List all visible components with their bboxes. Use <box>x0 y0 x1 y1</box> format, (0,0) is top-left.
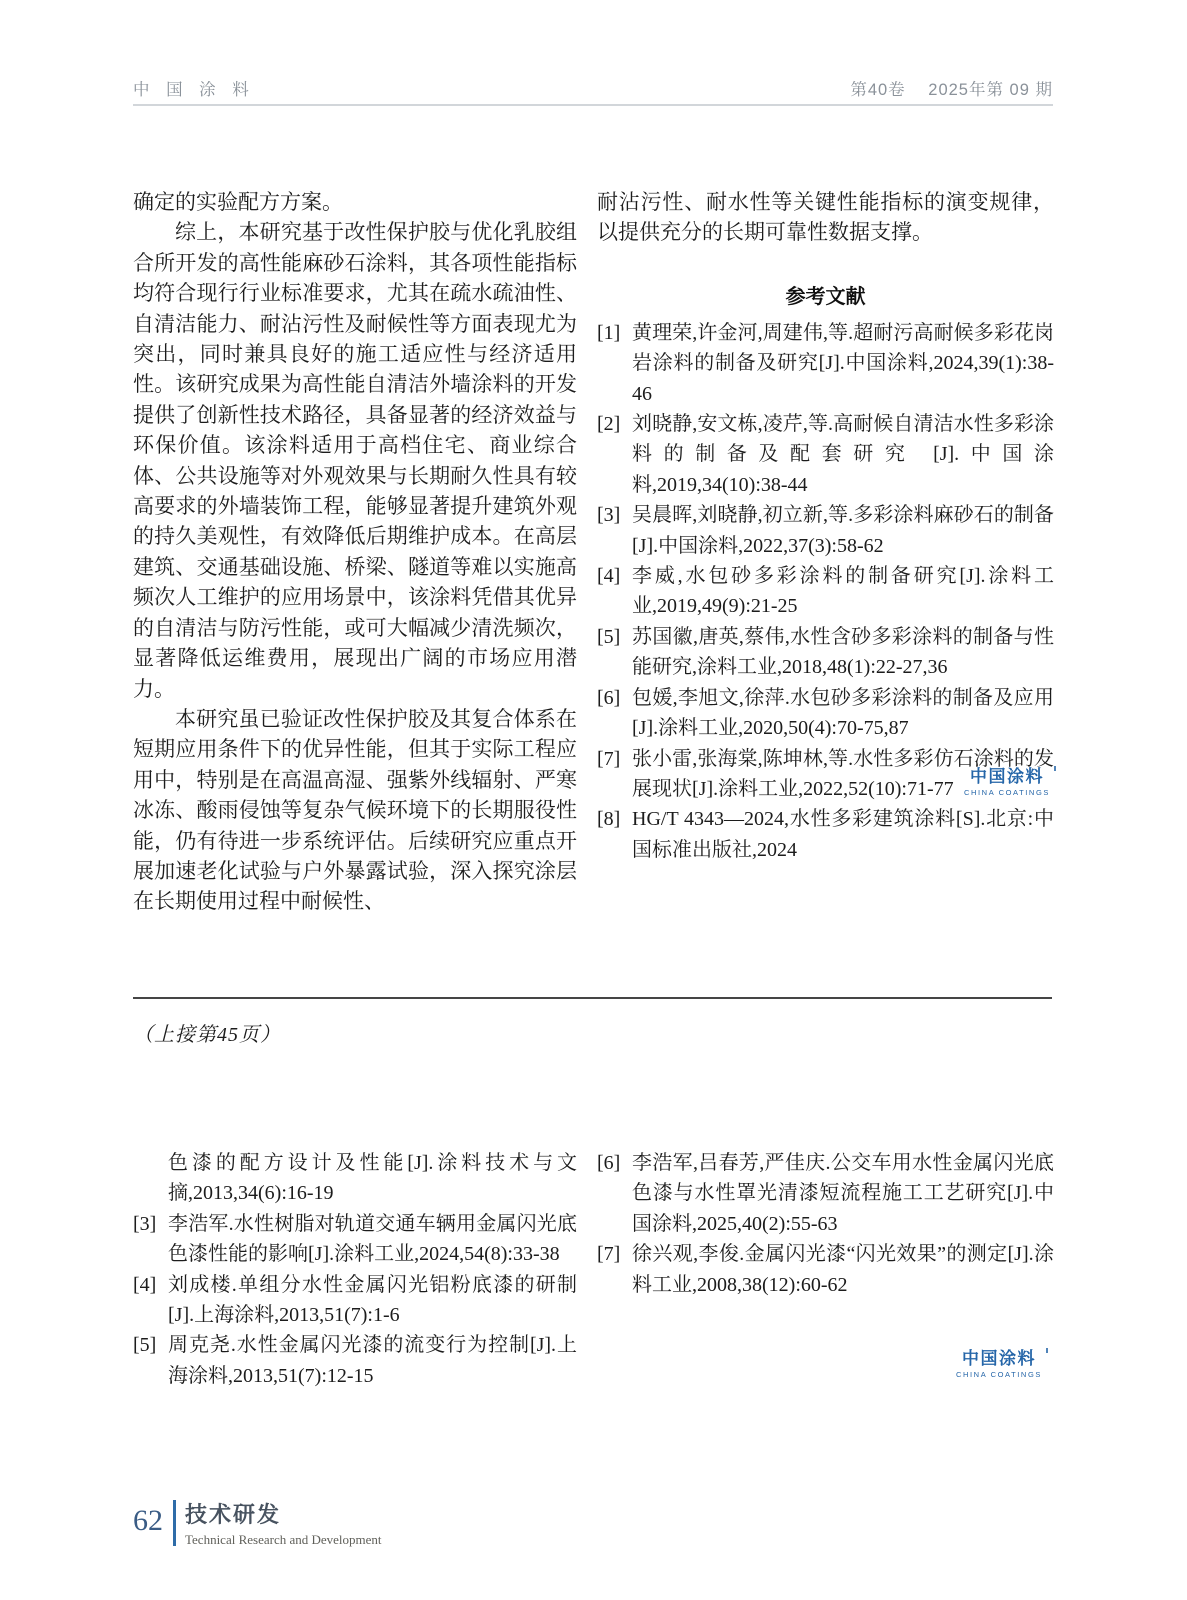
reference-number: [4] <box>133 1273 157 1296</box>
reference-number: [1] <box>597 321 621 344</box>
logo-en-text: CHINA COATINGS <box>955 1369 1042 1379</box>
logo-cn-text: 中国涂料 <box>961 1349 1036 1368</box>
reference-text: 包媛,李旭文,徐萍.水包砂多彩涂料的制备及应用[J].涂料工业,2020,50(4):70-75,87 <box>632 686 1054 740</box>
reference-text: 李浩军.水性树脂对轨道交通车辆用金属闪光底色漆性能的影响[J].涂料工业,2024,54(8):33-38 <box>168 1212 577 1266</box>
reference-number: [5] <box>597 625 621 648</box>
reference-number: [7] <box>597 1243 621 1266</box>
reference-item <box>133 1209 577 1270</box>
reference-text: 吴晨晖,刘晓静,初立新,等.多彩涂料麻砂石的制备[J].中国涂料,2022,37(3):58-62 <box>632 504 1054 557</box>
continued-left-column <box>133 1148 577 1391</box>
reference-number: [7] <box>597 747 621 770</box>
body-paragraph: 确定的实验配方方案。 <box>133 190 343 214</box>
reference-text: 张小雷,张海棠,陈坤林,等.水性多彩仿石涂料的发展现状[J].涂料工业,2022,52(10):71-77 <box>632 747 1054 800</box>
logo-cn-text: 中国涂料 <box>969 767 1044 786</box>
reference-text: 周克尧.水性金属闪光漆的流变行为控制[J].上海涂料,2013,51(7):12-15 <box>168 1334 577 1387</box>
reference-item <box>597 318 1054 409</box>
reference-item <box>597 500 1054 561</box>
volume-label: 第40卷 <box>850 81 906 99</box>
reference-item <box>597 804 1054 865</box>
reference-number: [4] <box>597 565 621 588</box>
reference-item <box>597 561 1054 622</box>
issue-label: 2025年第 09 期 <box>928 81 1053 99</box>
reference-text: 黄理荣,许金河,周建伟,等.超耐污高耐候多彩花岗岩涂料的制备及研究[J].中国涂料,2024,39(1):38-46 <box>632 321 1054 405</box>
reference-number: [3] <box>133 1212 157 1235</box>
reference-number: [8] <box>597 808 621 831</box>
references-list <box>133 1148 577 1391</box>
reference-text: HG/T 4343—2024,水性多彩建筑涂料[S].北京:中国标准出版社,2024 <box>632 808 1054 861</box>
page-number: 62 <box>133 1504 163 1537</box>
issue-info <box>832 76 1053 100</box>
article-left-column <box>133 187 577 917</box>
trademark-mark <box>1054 766 1056 771</box>
reference-item <box>133 1330 577 1391</box>
reference-item <box>597 409 1054 500</box>
footer-accent-bar <box>173 1500 176 1546</box>
footer-section-titles <box>185 1498 382 1548</box>
reference-item <box>133 1270 577 1331</box>
references-list <box>597 1148 1054 1300</box>
reference-text: 李浩军,吕春芳,严佳庆.公交车用水性金属闪光底色漆与水性罩光清漆短流程施工工艺研究[J].中国涂料,2025,40(2):55-63 <box>632 1152 1054 1235</box>
reference-number: [5] <box>133 1334 157 1357</box>
china-coatings-logo <box>956 1350 1042 1379</box>
page-header <box>133 76 1053 106</box>
page-footer <box>133 1498 382 1548</box>
reference-item <box>597 683 1054 744</box>
reference-text: 徐兴观,李俊.金属闪光漆“闪光效果”的测定[J].涂料工业,2008,38(12):60-62 <box>632 1243 1054 1296</box>
reference-number: [6] <box>597 1152 621 1174</box>
body-paragraph: 本研究虽已验证改性保护胶及其复合体系在短期应用条件下的优异性能，但其于实际工程应用中，特别是在高温高湿、强紫外线辐射、严寒冰冻、酸雨侵蚀等复杂气候环境下的长期服役性能，仍有待进一步系统评估。后续研究应重点开展加速老化试验与户外暴露试验，深入探究涂层在长期使用过程中耐候性、 <box>133 706 577 914</box>
continued-right-column <box>597 1148 1054 1300</box>
reference-text: 苏国徽,唐英,蔡伟,水性含砂多彩涂料的制备与性能研究,涂料工业,2018,48(1):22-27,36 <box>632 625 1054 679</box>
body-paragraph: 耐沾污性、耐水性等关键性能指标的演变规律，以提供充分的长期可靠性数据支撑。 <box>597 190 1054 245</box>
body-paragraph: 综上，本研究基于改性保护胶与优化乳胶组合所开发的高性能麻砂石涂料，其各项性能指标均符合现行行业标准要求，尤其在疏水疏油性、自清洁能力、耐沾污性及耐候性等方面表现尤为突出，同时兼具良好的施工适应性与经济适用性。该研究成果为高性能自清洁外墙涂料的开发提供了创新性技术路径，具备显著的经济效益与环保价值。该涂料适用于高档住宅、商业综合体、公共设施等对外观效果与长期耐久性具有较高要求的外墙装饰工程，能够显著提升建筑外观的持久美观性，有效降低后期维护成本。在高层建筑、交通基础设施、桥梁、隧道等难以实施高频次人工维护的应用场景中，该涂料凭借其优异的自清洁与防污性能，或可大幅减少清洗频次，显著降低运维费用，展现出广阔的市场应用潜力。 <box>133 220 577 701</box>
section-title-en: Technical Research and Development <box>185 1532 382 1547</box>
reference-item <box>597 622 1054 683</box>
reference-text: 色漆的配方设计及性能[J].涂料技术与文摘,2013,34(6):16-19 <box>168 1152 577 1205</box>
reference-number: [2] <box>597 413 621 436</box>
article-right-column <box>597 187 1054 865</box>
section-title-cn: 技术研发 <box>185 1502 282 1527</box>
reference-item <box>597 1239 1054 1300</box>
reference-number: [3] <box>597 504 621 527</box>
reference-item <box>597 1148 1054 1239</box>
logo-en-text: CHINA COATINGS <box>963 787 1050 797</box>
references-heading: 参考文献 <box>785 285 866 308</box>
china-coatings-logo <box>964 768 1050 797</box>
reference-number: [6] <box>597 686 621 709</box>
reference-item <box>133 1148 577 1209</box>
reference-text: 李威,水包砂多彩涂料的制备研究[J].涂料工业,2019,49(9):21-25 <box>632 565 1054 618</box>
reference-text: 刘晓静,安文栋,凌芹,等.高耐候自清洁水性多彩涂料的制备及配套研究 [J].中国涂料,2019,34(10):38-44 <box>632 413 1054 496</box>
journal-name: 中 国 涂 料 <box>133 81 255 99</box>
reference-text: 刘成楼.单组分水性金属闪光铝粉底漆的研制[J].上海涂料,2013,51(7):1-6 <box>168 1273 577 1327</box>
section-divider <box>133 997 1052 999</box>
trademark-mark <box>1046 1348 1048 1353</box>
continued-from-note: （上接第45页） <box>133 1024 281 1046</box>
